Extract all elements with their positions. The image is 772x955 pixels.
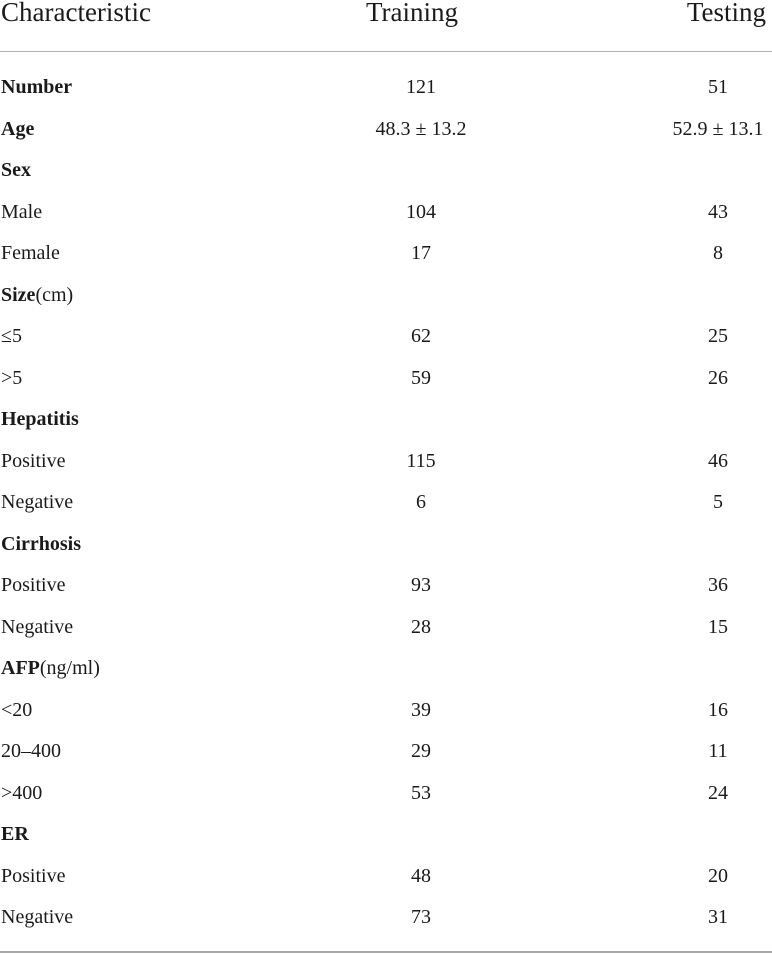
table-row [0, 316, 772, 358]
cell-training: 48 [411, 864, 431, 887]
table-row [0, 233, 772, 275]
row-label-text: Positive [1, 574, 66, 596]
cell-testing: 52.9 ± 13.1 [672, 117, 764, 140]
cell-testing: 16 [708, 698, 728, 721]
cell-training: 93 [411, 574, 431, 596]
row-label [1, 565, 65, 607]
header-divider [0, 51, 772, 52]
row-label [1, 192, 42, 234]
cell-testing: 11 [708, 740, 728, 762]
row-label [1, 607, 73, 649]
cell-testing: 24 [708, 781, 728, 804]
cell-training: 28 [411, 615, 431, 638]
row-label-text: Number [1, 76, 73, 98]
table-row [0, 814, 772, 856]
cell-training: 121 [406, 76, 436, 98]
table-header-row [0, 0, 772, 40]
cell-training: 17 [411, 242, 431, 264]
table-row [0, 441, 772, 483]
header-characteristic: Characteristic [1, 0, 151, 27]
row-label [1, 856, 65, 898]
row-label [1, 773, 42, 815]
row-label-text: Negative [1, 491, 74, 513]
cell-training: 6 [416, 491, 426, 513]
cell-testing: 25 [708, 325, 728, 347]
row-label-text: Negative [1, 615, 74, 638]
cell-training: 53 [411, 781, 431, 804]
cell-training: 73 [411, 906, 431, 928]
row-label [1, 150, 31, 192]
cell-training: 104 [406, 200, 436, 223]
table-row [0, 67, 772, 109]
row-label-text: Sex [1, 159, 31, 181]
cell-testing: 5 [713, 491, 723, 513]
row-label [1, 109, 34, 151]
row-label [1, 275, 73, 317]
table-row [0, 856, 772, 898]
row-label-text: Cirrhosis [1, 532, 81, 555]
row-label-text: Male [1, 200, 43, 223]
row-label-unit: (cm) [35, 283, 74, 306]
cell-training: 62 [411, 325, 431, 347]
row-label-text: Size [1, 283, 36, 306]
table-row [0, 648, 772, 690]
table-row [0, 607, 772, 649]
cell-training: 59 [411, 366, 431, 389]
row-label-text: Positive [1, 449, 66, 472]
cell-testing: 43 [708, 200, 728, 223]
row-label-text: Age [1, 117, 35, 140]
table-row [0, 109, 772, 151]
row-label [1, 524, 81, 566]
cell-testing: 26 [708, 366, 728, 389]
cell-training: 29 [411, 740, 431, 762]
row-label [1, 897, 73, 939]
cell-testing: 15 [708, 615, 728, 638]
table-row [0, 690, 772, 732]
row-label [1, 316, 22, 358]
table-row [0, 731, 772, 773]
table-row [0, 565, 772, 607]
row-label [1, 814, 29, 856]
table-row [0, 773, 772, 815]
row-label-text: ≤5 [1, 325, 22, 347]
header-training: Training [366, 0, 459, 27]
row-label [1, 482, 73, 524]
row-label-unit: (ng/ml) [39, 657, 100, 679]
row-label-text: <20 [1, 698, 33, 721]
table-row [0, 192, 772, 234]
cell-testing: 36 [708, 574, 728, 596]
row-label-text: Female [1, 242, 60, 264]
row-label-text: >5 [1, 366, 23, 389]
table-row [0, 275, 772, 317]
row-label-text: Hepatitis [1, 408, 79, 430]
cell-training: 39 [411, 698, 431, 721]
table-row [0, 482, 772, 524]
header-testing: Testing [686, 0, 766, 27]
row-label [1, 233, 60, 275]
row-label [1, 441, 65, 483]
cell-training: 48.3 ± 13.2 [375, 117, 467, 140]
row-label-text: >400 [1, 781, 43, 804]
table-body [0, 67, 772, 939]
table-row [0, 399, 772, 441]
table-row [0, 524, 772, 566]
cell-testing: 46 [708, 449, 728, 472]
row-label [1, 731, 61, 773]
row-label [1, 67, 72, 109]
row-label-text: AFP [1, 657, 40, 679]
table-bottom-rule [0, 951, 772, 953]
row-label-text: 20–400 [1, 740, 61, 762]
cell-testing: 8 [713, 242, 723, 264]
row-label-text: Positive [1, 864, 66, 887]
table-row [0, 150, 772, 192]
table-row [0, 897, 772, 939]
row-label [1, 648, 100, 690]
cell-testing: 31 [708, 906, 728, 928]
row-label [1, 690, 32, 732]
table-row [0, 358, 772, 400]
row-label [1, 399, 79, 441]
row-label-text: ER [1, 823, 29, 845]
cell-testing: 51 [708, 76, 728, 98]
row-label-text: Negative [1, 906, 74, 928]
row-label [1, 358, 22, 400]
cell-training: 115 [406, 449, 436, 472]
cell-testing: 20 [708, 864, 728, 887]
